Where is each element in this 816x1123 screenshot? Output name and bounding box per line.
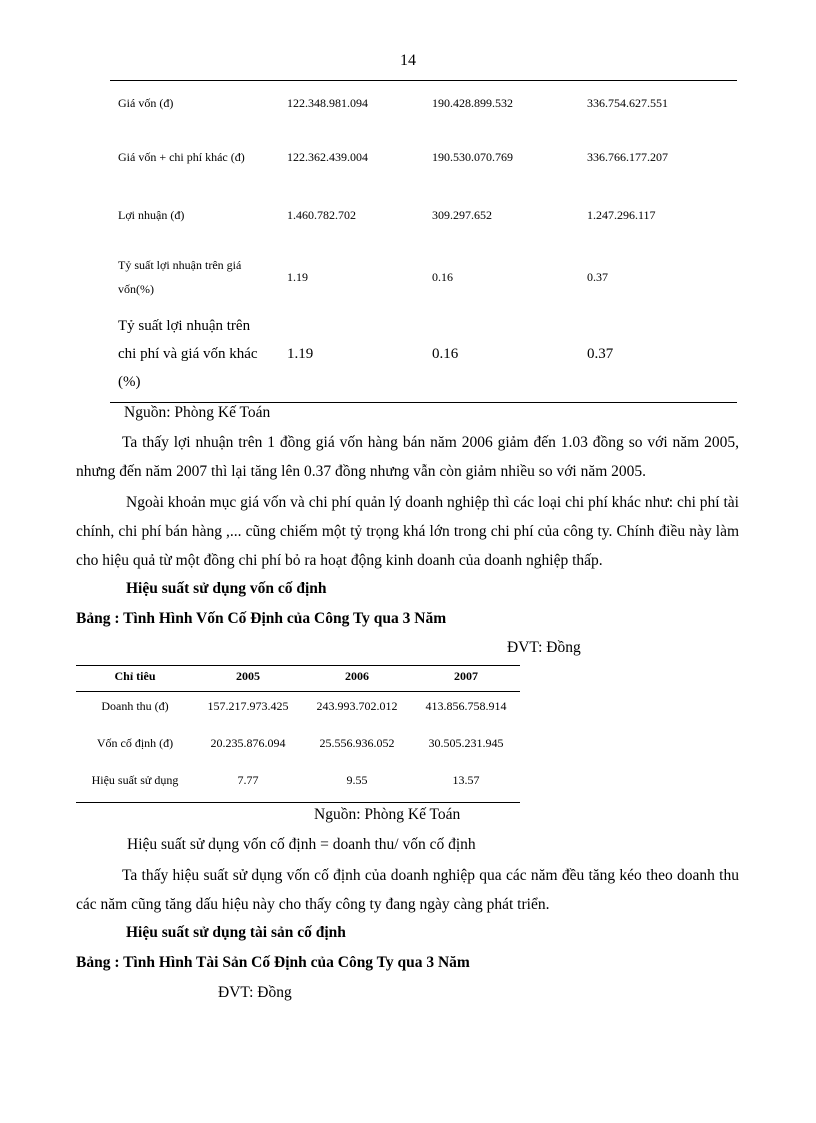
table2-row2-2007: 30.505.231.945 (428, 736, 504, 750)
table2-title: Bảng : Tình Hình Vốn Cố Định của Công Ty qua 3 Năm (76, 610, 447, 627)
table3-title: Bảng : Tình Hình Tài Sản Cố Định của Công Ty qua 3 Năm (76, 954, 470, 971)
table1-row1-2006: 190.428.899.532 (432, 96, 513, 110)
table1-bottom-rule (110, 402, 737, 403)
table1-row5-2007: 0.37 (587, 346, 614, 362)
table2-row1-2005: 157.217.973.425 (207, 699, 289, 713)
table1-row4-label-line2: vốn(%) (118, 282, 154, 296)
source-note-1: Nguồn: Phòng Kế Toán (124, 404, 271, 421)
table1-row4-2007: 0.37 (587, 270, 608, 284)
table2-row1-label: Doanh thu (đ) (101, 699, 169, 713)
table2-top-rule (76, 665, 520, 666)
table2-header-2005: 2005 (236, 669, 260, 683)
table2-header-rule (76, 691, 520, 692)
table1-row2-2007: 336.766.177.207 (587, 150, 668, 164)
table1-row1-2007: 336.754.627.551 (587, 96, 668, 110)
heading-fixed-capital: Hiệu suất sử dụng vốn cố định (126, 580, 327, 597)
table1-row2-label: Giá vốn + chi phí khác (đ) (118, 150, 245, 164)
table1-row3-label: Lợi nhuận (đ) (118, 208, 185, 222)
table2-row3-2005: 7.77 (237, 773, 259, 787)
table1-row5-label-line2: chi phí và giá vốn khác (118, 346, 258, 362)
table2-row1-2007: 413.856.758.914 (425, 699, 507, 713)
table2-row2-2006: 25.556.936.052 (319, 736, 395, 750)
table1-row4-2005: 1.19 (287, 270, 308, 284)
table2-header-2006: 2006 (345, 669, 369, 683)
table1-row2-2006: 190.530.070.769 (432, 150, 513, 164)
table1-row1-2005: 122.348.981.094 (287, 96, 368, 110)
paragraph-1: Ta thấy lợi nhuận trên 1 đồng giá vốn hàng bán năm 2006 giảm đến 1.03 đồng so với năm 2005, nhưng đến năm 2007 thì lại tăng lên 0.37 đồng nhưng vẫn còn giảm nhiều so với năm 2005. (76, 434, 739, 480)
table1-row2-2005: 122.362.439.004 (287, 150, 368, 164)
table2-row3-2007: 13.57 (452, 773, 480, 787)
table1-row4-2006: 0.16 (432, 270, 453, 284)
table1-row5-label-line3: (%) (118, 374, 141, 390)
table1-row5-2006: 0.16 (432, 346, 459, 362)
paragraph-2: Ngoài khoản mục giá vốn và chi phí quản lý doanh nghiệp thì các loại chi phí khác như: chi phí tài chính, chi phí bán hàng ,... cũng chiếm một tỷ trọng khá lớn trong chi phí của công ty. Chính điều này làm cho hiệu quả từ một đồng chi phí bỏ ra hoạt động kinh doanh của doanh nghiệp thấp. (76, 494, 739, 569)
table2-row3-2006: 9.55 (346, 773, 368, 787)
table1-row1-label: Giá vốn (đ) (118, 96, 174, 110)
table2-row2-label: Vốn cố định (đ) (96, 736, 174, 750)
table3-unit: ĐVT: Đồng (218, 984, 292, 1001)
table2-bottom-rule (76, 802, 520, 803)
paragraph-3: Ta thấy hiệu suất sử dụng vốn cố định của doanh nghiệp qua các năm đều tăng kéo theo doanh thu các năm cũng tăng dấu hiệu này cho thấy công ty đang ngày càng phát triển. (76, 867, 739, 913)
table1-row4-label-line1: Tỷ suất lợi nhuận trên giá (118, 258, 242, 272)
table1-top-rule (110, 80, 737, 81)
source-note-2: Nguồn: Phòng Kế Toán (314, 806, 461, 823)
table1-row3-2006: 309.297.652 (432, 208, 492, 222)
table1-row3-2005: 1.460.782.702 (287, 208, 356, 222)
table1-row3-2007: 1.247.296.117 (587, 208, 656, 222)
table2-unit: ĐVT: Đồng (507, 639, 581, 656)
page-number: 14 (400, 52, 416, 69)
table2-row3-label: Hiệu suất sử dụng (91, 773, 179, 787)
table2-header-2007: 2007 (454, 669, 478, 683)
table2-row1-2006: 243.993.702.012 (316, 699, 398, 713)
table1-row5-2005: 1.19 (287, 346, 314, 362)
table1-row5-label-line1: Tỷ suất lợi nhuận trên (118, 318, 251, 334)
table2-header-indicator: Chỉ tiêu (114, 669, 156, 683)
table2-row2-2005: 20.235.876.094 (210, 736, 286, 750)
formula-text: Hiệu suất sử dụng vốn cố định = doanh thu/ vốn cố định (127, 836, 476, 853)
heading-fixed-assets: Hiệu suất sử dụng tài sản cố định (126, 924, 346, 941)
